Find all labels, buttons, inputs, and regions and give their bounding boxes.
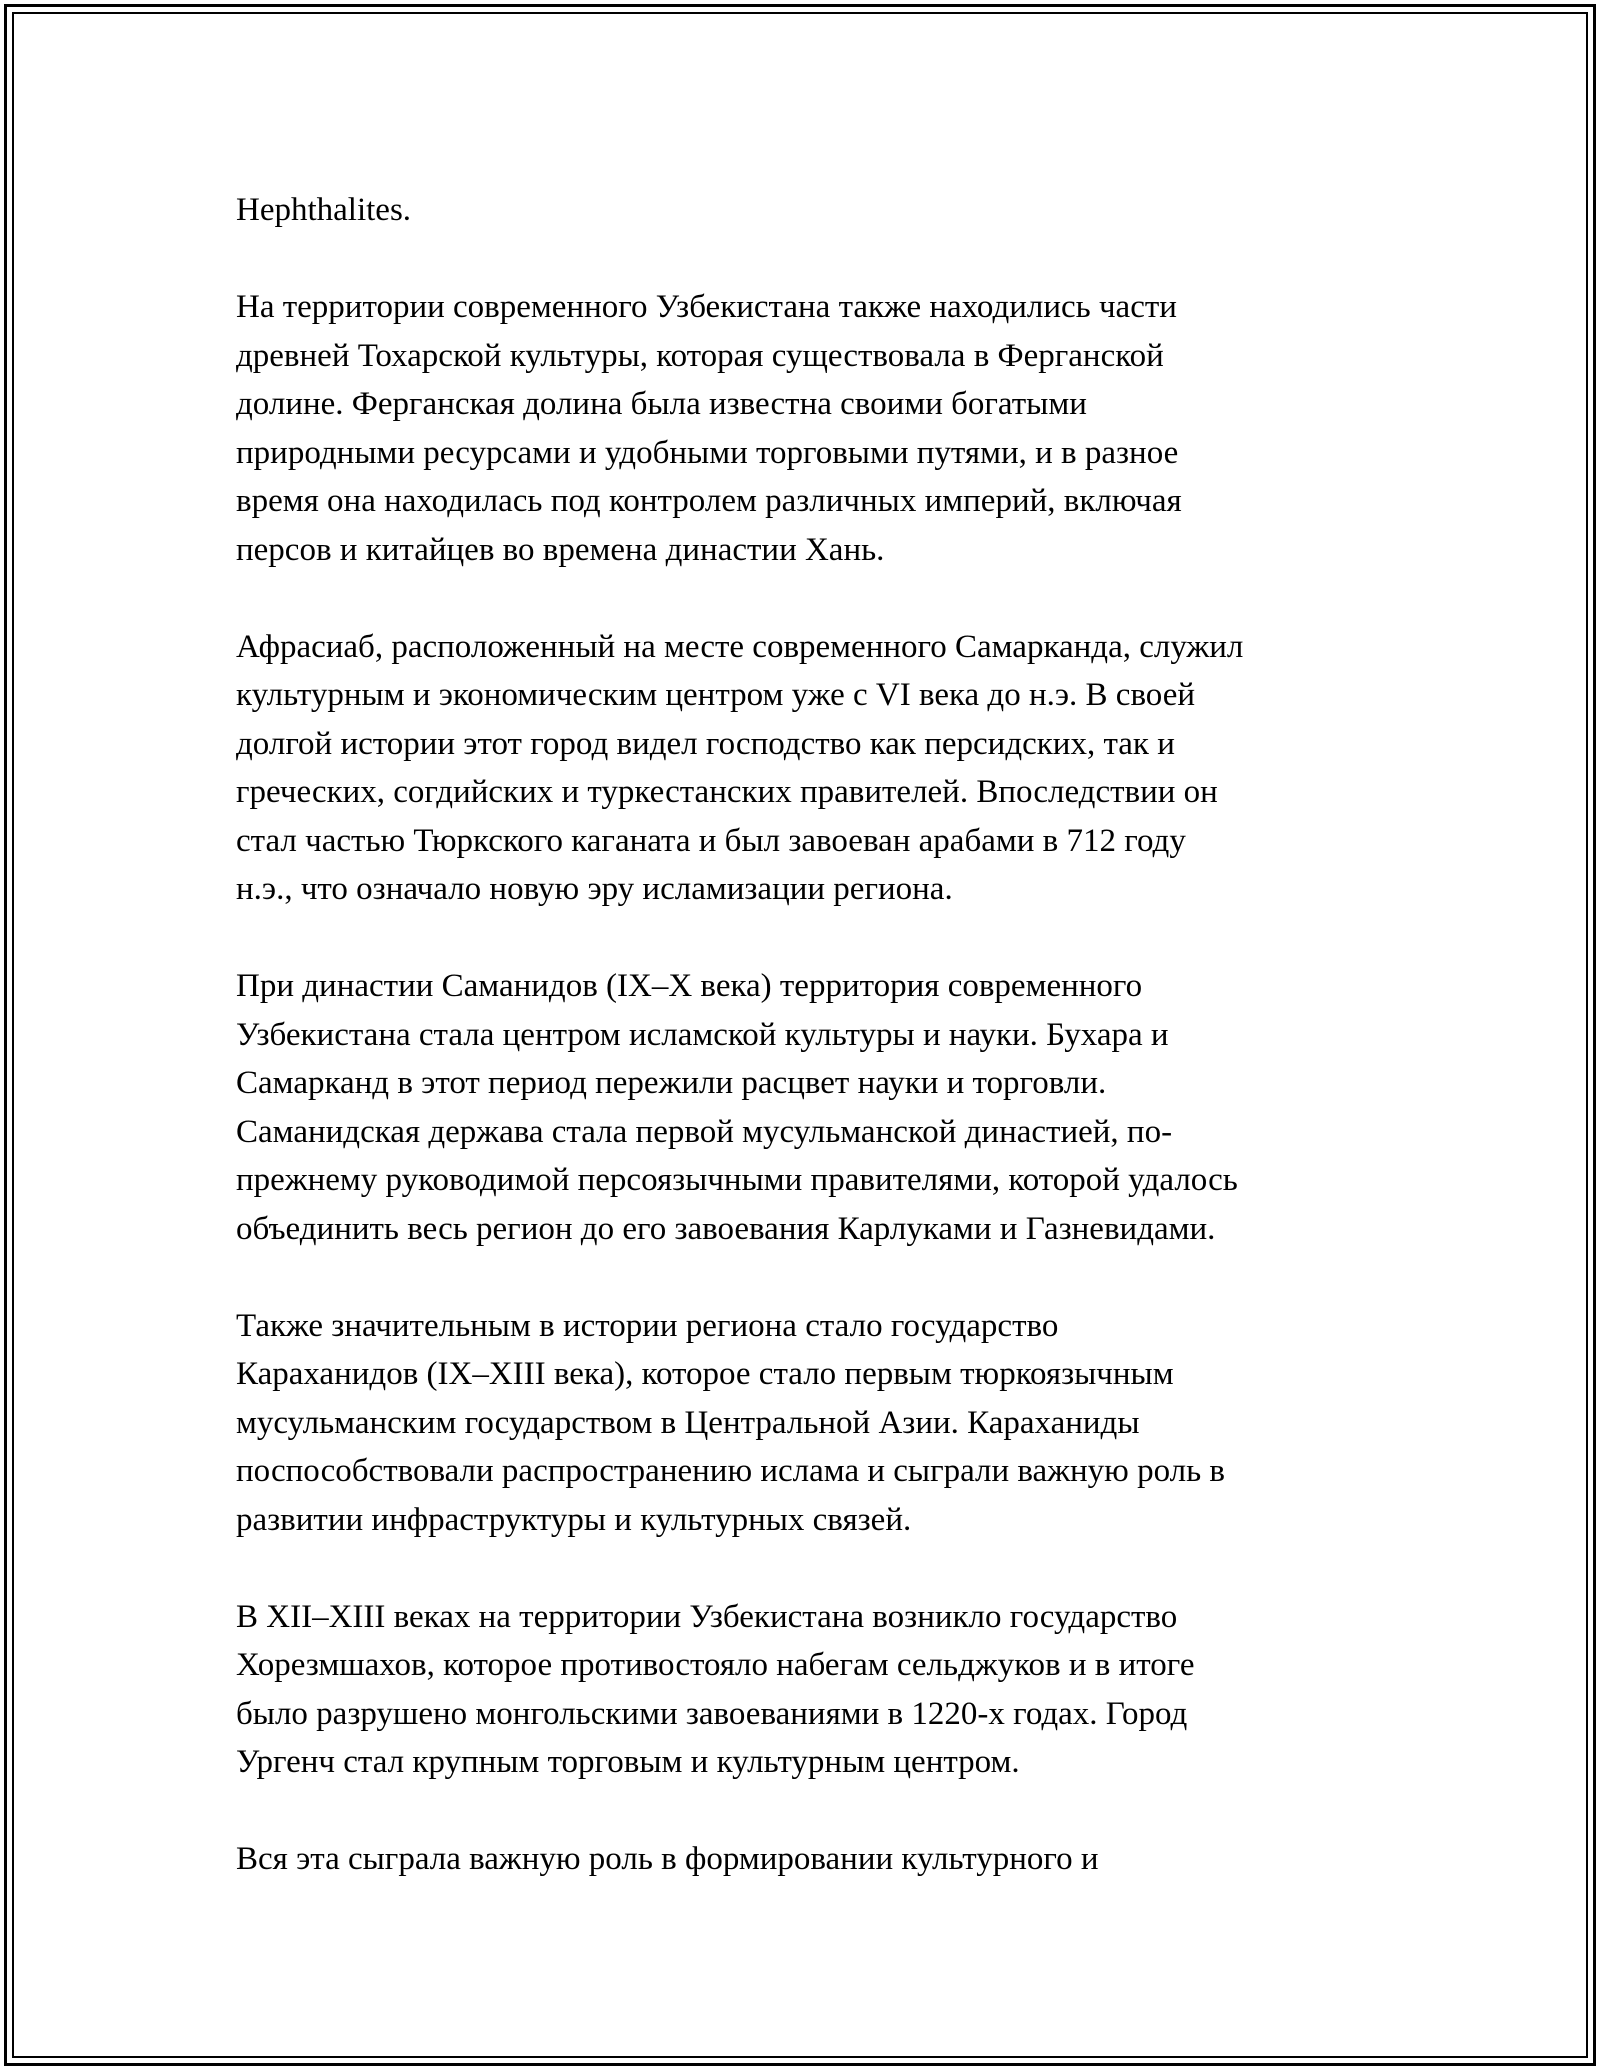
text-line: Караханидов (IX–XIII века), которое стало первым тюркоязычным <box>236 1356 1174 1392</box>
text-line: При династии Саманидов (IX–X века) территория современного <box>236 968 1143 1004</box>
text-line: долгой истории этот город видел господство как персидских, так и <box>236 725 1175 762</box>
document-body <box>236 186 1386 1932</box>
text-line: Вся эта сыграла важную роль в формировании культурного и <box>236 1841 1099 1877</box>
paragraph-7 <box>236 1835 1386 1884</box>
text-line: Узбекистана стала центром исламской культуры и науки. Бухара и <box>236 1016 1169 1053</box>
text-line: Hephthalites. <box>236 192 412 228</box>
text-line: Ургенч стал крупным торговым и культурным центром. <box>236 1744 1020 1780</box>
text-line: мусульманским государством в Центральной Азии. Караханиды <box>236 1404 1140 1441</box>
paragraph-1 <box>236 186 1386 235</box>
paragraph-2 <box>236 283 1386 574</box>
text-line: н.э., что означало новую эру исламизации региона. <box>236 871 953 907</box>
text-line: Саманидская держава стала первой мусульманской династией, по- <box>236 1113 1173 1150</box>
text-line: развитии инфраструктуры и культурных связей. <box>236 1501 912 1538</box>
paragraph-3 <box>236 623 1386 914</box>
text-line: прежнему руководимой персоязычными правителями, которой удалось <box>236 1162 1238 1198</box>
text-line: было разрушено монгольскими завоеваниями в 1220-х годах. Город <box>236 1695 1188 1732</box>
text-line: культурным и экономическим центром уже с VI века до н.э. В своей <box>236 677 1196 713</box>
text-line: На территории современного Узбекистана также находились части <box>236 289 1177 325</box>
text-line: персов и китайцев во времена династии Хань. <box>236 531 885 568</box>
text-line: В XII–XIII веках на территории Узбекистана возникло государство <box>236 1598 1178 1635</box>
text-line: Самарканд в этот период пережили расцвет науки и торговли. <box>236 1065 1107 1101</box>
text-line: поспособствовали распространению ислама и сыграли важную роль в <box>236 1453 1225 1489</box>
text-line: греческих, согдийских и туркестанских правителей. Впоследствии он <box>236 774 1218 810</box>
text-line: объединить весь регион до его завоевания Карлуками и Газневидами. <box>236 1210 1216 1247</box>
paragraph-6 <box>236 1593 1386 1787</box>
text-line: время она находилась под контролем различных империй, включая <box>236 483 1182 519</box>
text-line: Афрасиаб, расположенный на месте современного Самарканда, служил <box>236 628 1244 665</box>
text-line: древней Тохарской культуры, которая существовала в Ферганской <box>236 337 1164 374</box>
paragraph-4 <box>236 962 1386 1253</box>
text-line: Также значительным в истории региона стало государство <box>236 1307 1059 1344</box>
text-line: природными ресурсами и удобными торговыми путями, и в разное <box>236 434 1179 471</box>
text-line: Хорезмшахов, которое противостояло набегам сельджуков и в итоге <box>236 1647 1195 1683</box>
text-line: долине. Ферганская долина была известна своими богатыми <box>236 386 1087 422</box>
text-line: стал частью Тюркского каганата и был завоеван арабами в 712 году <box>236 822 1186 859</box>
paragraph-5 <box>236 1302 1386 1545</box>
